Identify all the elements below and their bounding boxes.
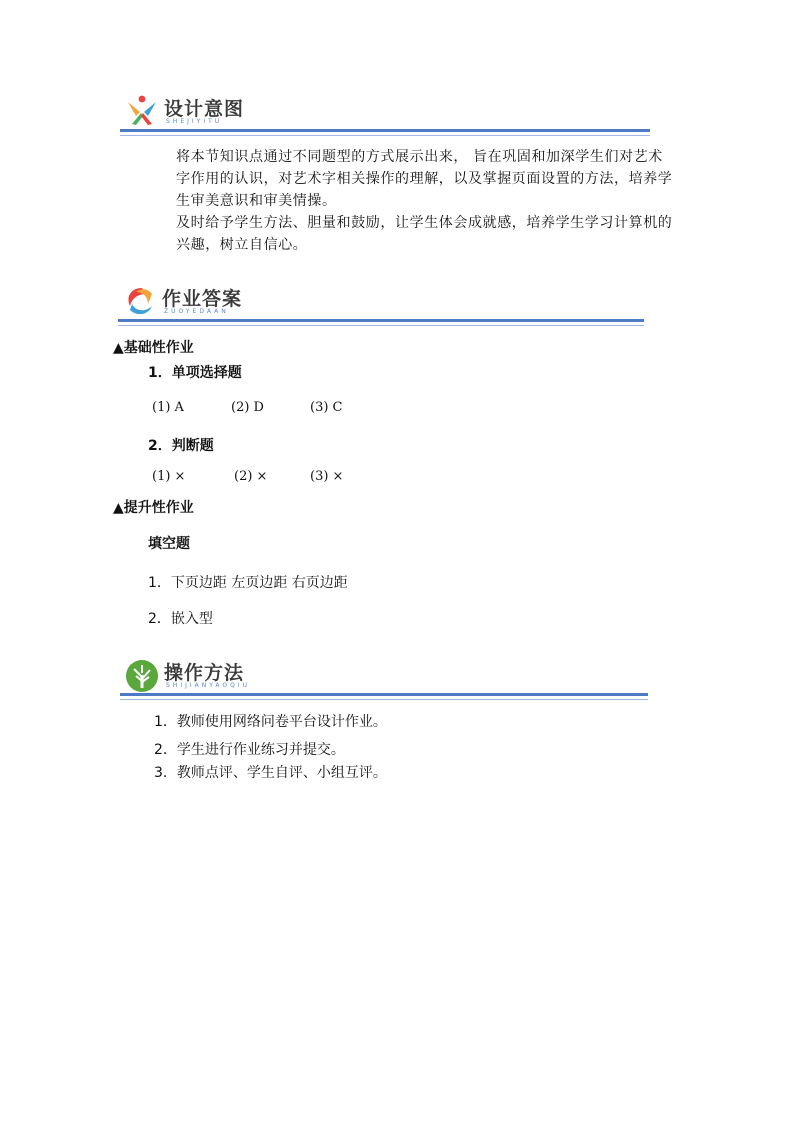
section-rule: [120, 129, 650, 132]
advanced-heading: ▲提升性作业: [113, 500, 194, 516]
basic-heading: ▲基础性作业: [113, 340, 194, 356]
q1-answer-1: (1) A: [152, 400, 184, 415]
q2-answer-3: (3) ×: [310, 469, 344, 484]
answers-logo-icon: [122, 284, 158, 318]
section-rule-thin: [120, 699, 648, 700]
section-rule: [118, 319, 644, 322]
design-logo-icon: [124, 94, 160, 128]
section-header-design: [120, 92, 650, 136]
fill-blank-title: 填空题: [148, 536, 190, 552]
section-subtitle: SHIJIANYAOQIU: [166, 682, 251, 689]
fill-blank-answer-1: 1．下页边距 左页边距 右页边距: [148, 575, 348, 591]
section-header-method: [120, 656, 648, 700]
q1-title: 1．单项选择题: [148, 365, 242, 381]
method-step-1: 1．教师使用网络问卷平台设计作业。: [154, 714, 387, 730]
section-title: 作业答案: [162, 288, 243, 310]
method-step-3: 3．教师点评、学生自评、小组互评。: [154, 765, 387, 781]
tree-logo-icon: [124, 659, 160, 693]
section-title: 操作方法: [164, 662, 245, 684]
design-paragraph-2: 及时给予学生方法、胆量和鼓励，让学生体会成就感，培养学生学习计算机的兴趣，树立自信心。: [176, 215, 673, 253]
q1-answer-2: (2) D: [231, 400, 264, 415]
fill-blank-answer-2: 2．嵌入型: [148, 611, 213, 627]
q1-answer-3: (3) C: [310, 400, 343, 415]
section-rule: [120, 693, 648, 696]
section-rule-thin: [120, 135, 650, 136]
section-header-answers: [118, 282, 644, 326]
section-subtitle: SHEJIYITU: [166, 118, 223, 125]
section-title: 设计意图: [164, 98, 245, 120]
section-rule-thin: [118, 325, 644, 326]
q2-answer-1: (1) ×: [152, 469, 186, 484]
method-step-2: 2．学生进行作业练习并提交。: [154, 742, 345, 758]
q2-title: 2．判断题: [148, 438, 214, 454]
design-paragraph-1: 将本节知识点通过不同题型的方式展示出来， 旨在巩固和加深学生们对艺术字作用的认识，对艺术字相关操作的理解，以及掌握页面设置的方法，培养学生审美意识和审美情操。: [176, 149, 673, 209]
section-subtitle: ZUOYEDAAN: [164, 308, 229, 315]
q2-answer-2: (2) ×: [234, 469, 268, 484]
